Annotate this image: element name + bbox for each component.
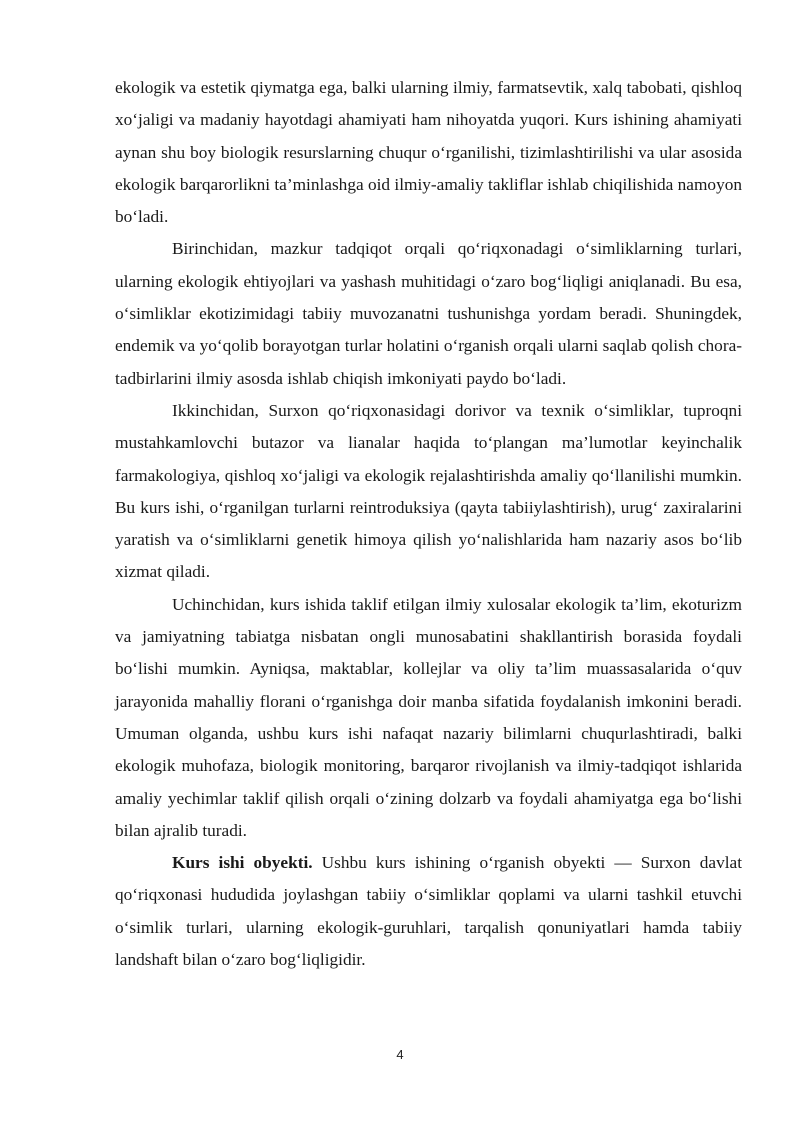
paragraph-text: ekologik va estetik qiymatga ega, balki ularning ilmiy, farmatsevtik, xalq tabobati, qishloq xo‘jaligi va madaniy hayotdagi ahamiyati ham nihoyatda yuqori. Kurs ishining ahamiyati aynan shu boy biologik resurslarning chuqur o‘rganilishi, tizimlashtirilishi va ular asosida ekologik barqarorlikni ta’minlashga oid ilmiy-amaliy takliflar ishlab chiqilishida namoyon bo‘ladi. (115, 78, 742, 227)
paragraph-text: Ikkinchidan, Surxon qo‘riqxonasidagi dorivor va texnik o‘simliklar, tuproqni mustahkamlovchi butazor va lianalar haqida to‘plangan ma’lumotlar keyinchalik farmakologiya, qishloq xo‘jaligi va ekologik rejalashtirishda amaliy qo‘llanilishi mumkin. Bu kurs ishi, o‘rganilgan turlarni reintroduksiya (qayta tabiiylashtirish), urug‘ zaxiralarini yaratish va o‘simliklarni genetik himoya qilish yo‘nalishlarida ham nazariy asos bo‘lib xizmat qiladi. (115, 400, 742, 582)
paragraph-research-object (115, 847, 742, 976)
page-number: 4 (396, 1047, 404, 1062)
body-text (115, 72, 742, 976)
paragraph-text: Ushbu kurs ishining o‘rganish obyekti — Surxon davlat qo‘riqxonasi hududida joylashgan tabiiy o‘simliklar qoplami va ularni tashkil etuvchi o‘simlik turlari, ularning ekologik-guruhlari, tarqalish qonuniyatlari hamda tabiiy landshaft bilan o‘zaro bog‘liqligidir. (115, 853, 742, 970)
paragraph-lead-heading: Kurs ishi obyekti. (172, 853, 313, 873)
paragraph-text: Uchinchidan, kurs ishida taklif etilgan ilmiy xulosalar ekologik ta’lim, ekoturizm va jamiyatning tabiatga nisbatan ongli munosabatini shakllantirish borasida foydali bo‘lishi mumkin. Ayniqsa, maktablar, kollejlar va oliy ta’lim muassasalarida o‘quv jarayonida mahalliy florani o‘rganishga doir manba sifatida foydalanish imkonini beradi. Umuman olganda, ushbu kurs ishi nafaqat nazariy bilimlarni chuqurlashtiradi, balki ekologik muhofaza, biologik monitoring, barqaror rivojlanish va ilmiy-tadqiqot ishlarida amaliy yechimlar taklif qilish orqali o‘zining dolzarb va foydali ahamiyatga ega bo‘lishi bilan ajralib turadi. (115, 594, 742, 840)
paragraph-third-point (115, 589, 742, 847)
paragraph-first-point (115, 233, 742, 394)
paragraph-text: Birinchidan, mazkur tadqiqot orqali qo‘riqxonadagi o‘simliklarning turlari, ularning ekologik ehtiyojlari va yashash muhitidagi o‘zaro bog‘liqligi aniqlanadi. Bu esa, o‘simliklar ekotizimidagi tabiiy muvozanatni tushunishga yordam beradi. Shuningdek, endemik va yo‘qolib borayotgan turlar holatini o‘rganish orqali ularni saqlab qolish chora-tadbirlarini ilmiy asosda ishlab chiqish imkoniyati paydo bo‘ladi. (115, 239, 742, 388)
paragraph-continuation (115, 72, 742, 233)
paragraph-second-point (115, 395, 742, 589)
